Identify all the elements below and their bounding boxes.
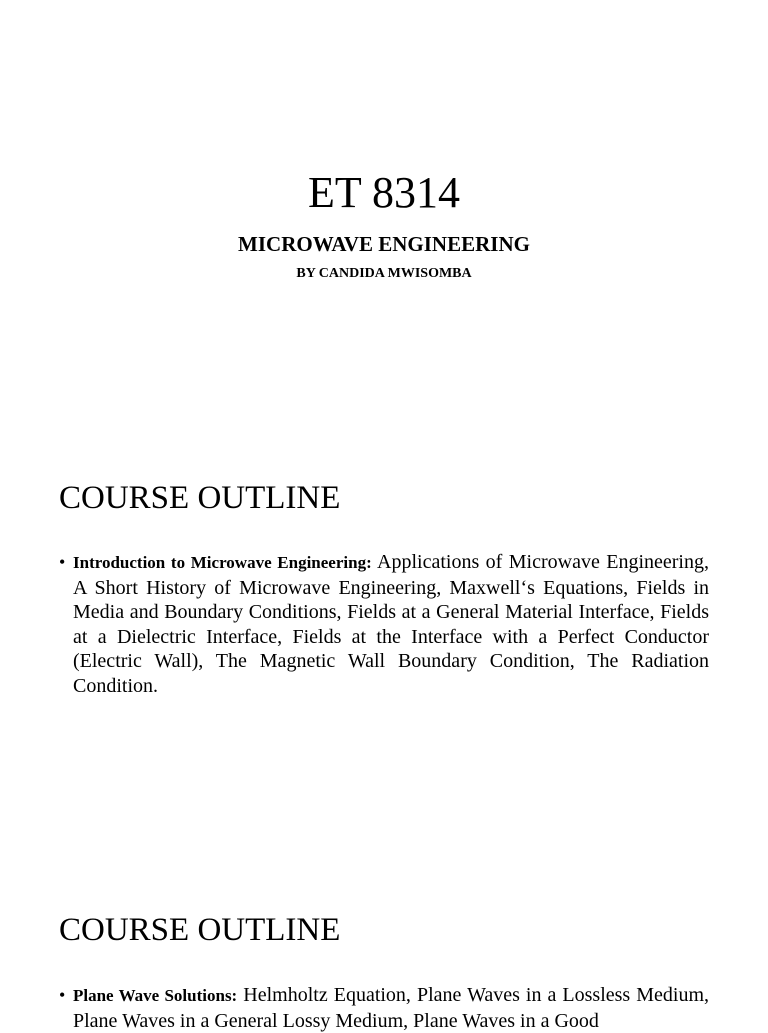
bullet-icon: • [59, 552, 66, 572]
bullet-lead: Plane Wave Solutions: [73, 986, 238, 1005]
course-name: MICROWAVE ENGINEERING [238, 232, 530, 256]
outline-heading: COURSE OUTLINE [59, 480, 341, 516]
course-author: BY CANDIDA MWISOMBA [296, 266, 472, 281]
bullet-text [73, 983, 709, 1033]
bullet-lead: Introduction to Microwave Engineering: [73, 553, 372, 572]
course-code: ET 8314 [308, 168, 460, 217]
outline-slide-2 [0, 864, 768, 1032]
bullet-body: Helmholtz Equation, Plane Waves in a Lossless Medium, Plane Waves in a General Lossy Medium, Plane Waves in a Good [73, 984, 710, 1032]
bullet-body: Applications of Microwave Engineering, A Short History of Microwave Engineering, Maxwell‘s Equations, Fields in Media and Boundary Conditions, Fields at a General Material Interface, Fields at a Dielectric Interface, Fields at the Interface with a Perfect Conductor (Electric Wall), The Magnetic Wall Boundary Condition, The Radiation Condition. [73, 551, 709, 697]
title-slide [0, 0, 768, 432]
outline-bullet [59, 550, 709, 698]
outline-heading: COURSE OUTLINE [59, 912, 341, 948]
outline-bullet [59, 983, 709, 1033]
bullet-icon: • [59, 985, 66, 1005]
outline-slide-1 [0, 432, 768, 864]
bullet-text [73, 550, 709, 698]
